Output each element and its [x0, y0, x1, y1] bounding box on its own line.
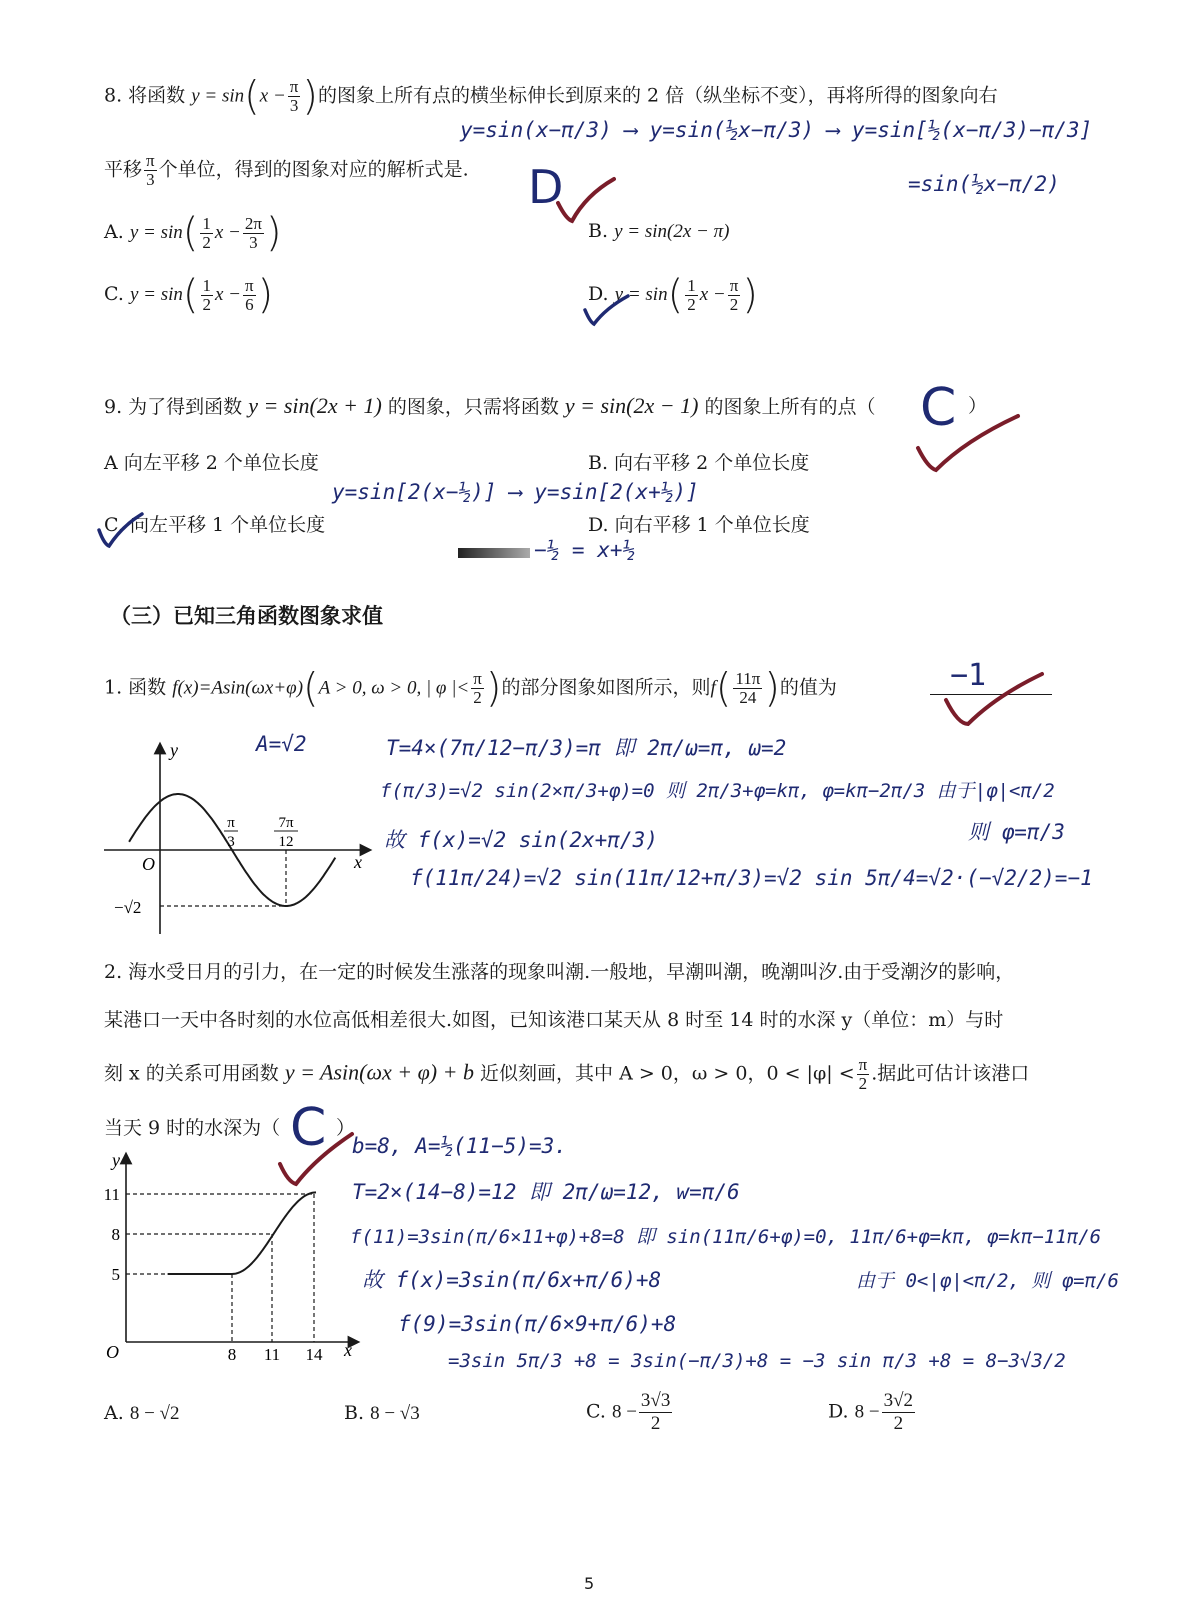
- q8-option-d: D. y = sin( $\frac{1}{2}$ x − $\frac{\pi}{2}$ ): [588, 272, 758, 318]
- s3q2-option-d: D. 8 − $\frac{3√2}{2}$: [828, 1390, 914, 1434]
- q8-stem-line2: 平移 $\frac{\pi}{3}$ 个单位，得到的图象对应的解析式是.: [104, 151, 469, 189]
- s3q2-ytick-5: 5: [111, 1265, 120, 1284]
- s3q2-line1: 2. 海水受日月的引力，在一定的时候发生涨落的现象叫潮.一般地，早潮叫潮，晚潮叫汐.由于受潮汐的影响，: [104, 961, 1015, 983]
- s3q2-option-b: B. 8 − √3: [344, 1402, 420, 1424]
- s3q1-work-phi: 则 φ=π/3: [968, 820, 1065, 844]
- q8-check-mark: [556, 175, 616, 225]
- q9-answer-mark: C: [920, 378, 957, 438]
- s3q2-xtick-11: 11: [263, 1345, 281, 1364]
- s3q2-line4-close: ）: [336, 1117, 356, 1139]
- s3q2-work-result: =3sin 5π/3 +8 = 3sin(−π/3)+8 = −3 sin π/3 +8 = 8−3√3/2: [448, 1350, 1066, 1372]
- s3q1-work-fx: 故 f(x)=√2 sin(2x+π/3): [384, 828, 658, 852]
- s3q1-graph: [100, 738, 380, 938]
- q8-answer-mark: D: [528, 160, 564, 214]
- q9-option-c: C. 向左平移 1 个单位长度: [104, 514, 326, 536]
- s3q1-tick1-num: π: [227, 815, 235, 831]
- q9-stem-close: ）: [968, 395, 988, 417]
- q8-option-b: B. y = sin(2x − π): [588, 220, 730, 242]
- s3q2-origin: O: [106, 1342, 119, 1362]
- q9-stem: 9. 为了得到函数 y = sin(2x + 1) 的图象，只需将函数 y = sin(2x − 1) 的图象上所有的点（: [104, 393, 876, 418]
- s3q1-origin: O: [142, 854, 155, 874]
- q8-option-a: A. y = sin( $\frac{1}{2}$ x − $\frac{2\pi}{3}$ ): [104, 210, 282, 256]
- s3q2-line3: 刻 x 的关系可用函数 y = Asin(ωx + φ) + b 近似刻画，其中 A > 0，ω > 0，0 < |φ| < $\frac{\pi}{2}$ .据此可估计该港口: [104, 1055, 1030, 1093]
- s3q1-work-A: A=√2: [256, 732, 307, 756]
- section-title: （三）已知三角函数图象求值: [110, 604, 383, 628]
- q9-handwritten-2: −½ = x+½: [534, 538, 636, 562]
- q8-option-d-check: [582, 292, 632, 328]
- s3q2-ytick-8: 8: [111, 1225, 120, 1244]
- s3q2-work-b-A: b=8, A=½(11−5)=3.: [352, 1134, 567, 1158]
- s3q1-work-result: f(11π/24)=√2 sin(11π/12+π/3)=√2 sin 5π/4=√2·(−√2/2)=−1: [410, 866, 1093, 890]
- s3q2-option-c: C. 8 − $\frac{3√3}{2}$: [586, 1390, 671, 1434]
- s3q2-y-label: y: [112, 1150, 120, 1170]
- s3q2-line4: 当天 9 时的水深为（: [104, 1117, 281, 1139]
- s3q1-stem: 1. 函数 f(x)=Asin(ωx+φ)(A > 0, ω > 0, | φ |< $\frac{\pi}{2}$ )的部分图象如图所示，则f( $\frac{11\pi}{24}$ )的值为: [104, 665, 837, 712]
- s3q1-tick1-den: 3: [227, 834, 235, 850]
- s3q2-work-phi: 由于 0<|φ|<π/2, 则 φ=π/6: [856, 1270, 1119, 1292]
- q9-option-b: B. 向右平移 2 个单位长度: [588, 452, 810, 474]
- q8-handwritten-result: =sin(½x−π/2): [908, 172, 1060, 196]
- s3q2-graph: [96, 1146, 366, 1372]
- q9-handwritten-1: y=sin[2(x−½)] ⟶ y=sin[2(x+½)]: [332, 480, 699, 504]
- s3q2-line2: 某港口一天中各时刻的水位高低相差很大.如图，已知该港口某天从 8 时至 14 时的水深 y（单位：m）与时: [104, 1009, 1004, 1031]
- s3q2-answer-mark: C: [290, 1098, 327, 1158]
- s3q1-y-label: y: [170, 740, 178, 760]
- s3q2-work-T: T=2×(14−8)=12 即 2π/ω=12, w=π/6: [352, 1180, 740, 1204]
- q9-check-mark: [912, 410, 1022, 474]
- s3q2-x-label: x: [344, 1340, 352, 1360]
- q8-handwritten-chain: y=sin(x−π/3) ⟶ y=sin(½x−π/3) ⟶ y=sin[½(x−π/3)−π/3]: [460, 118, 1093, 142]
- q8-stem-line1: 8. 将函数 y = sin(x − $\frac{\pi}{3}$ )的图象上所有点的横坐标伸长到原来的 2 倍（纵坐标不变），再将所得的图象向右: [104, 73, 998, 120]
- q9-option-d: D. 向右平移 1 个单位长度: [588, 514, 810, 536]
- s3q2-option-a: A. 8 − √2: [104, 1402, 180, 1424]
- s3q1-work-f-pi3: f(π/3)=√2 sin(2×π/3+φ)=0 则 2π/3+φ=kπ, φ=kπ−2π/3 由于|φ|<π/2: [380, 780, 1055, 802]
- s3q2-xtick-8: 8: [227, 1345, 237, 1364]
- s3q1-x-label: x: [354, 852, 362, 872]
- s3q1-tick2-num: 7π: [278, 815, 294, 831]
- s3q2-water-depth-curve: [168, 1192, 316, 1274]
- page-number: 5: [584, 1574, 595, 1593]
- q8-option-c: C. y = sin( $\frac{1}{2}$ x − $\frac{\pi}{6}$ ): [104, 272, 274, 318]
- s3q1-min-label: −√2: [114, 898, 142, 917]
- s3q1-tick2-den: 12: [278, 834, 294, 850]
- q9-option-c-check: [96, 510, 146, 550]
- q9-option-a: A 向左平移 2 个单位长度: [104, 452, 319, 474]
- s3q1-check-mark: [940, 670, 1046, 728]
- s3q1-work-T: T=4×(7π/12−π/3)=π 即 2π/ω=π, ω=2: [386, 736, 787, 760]
- s3q2-work-f11: f(11)=3sin(π/6×11+φ)+8=8 即 sin(11π/6+φ)=0, 11π/6+φ=kπ, φ=kπ−11π/6: [350, 1226, 1102, 1248]
- q9-redaction-bar: [458, 548, 530, 558]
- s3q2-work-fx: 故 f(x)=3sin(π/6x+π/6)+8: [362, 1268, 662, 1292]
- s3q2-ytick-11: 11: [103, 1185, 120, 1204]
- s3q2-work-f9: f(9)=3sin(π/6×9+π/6)+8: [398, 1312, 677, 1336]
- s3q1-answer: −1: [950, 658, 987, 693]
- s3q2-xtick-14: 14: [305, 1345, 323, 1364]
